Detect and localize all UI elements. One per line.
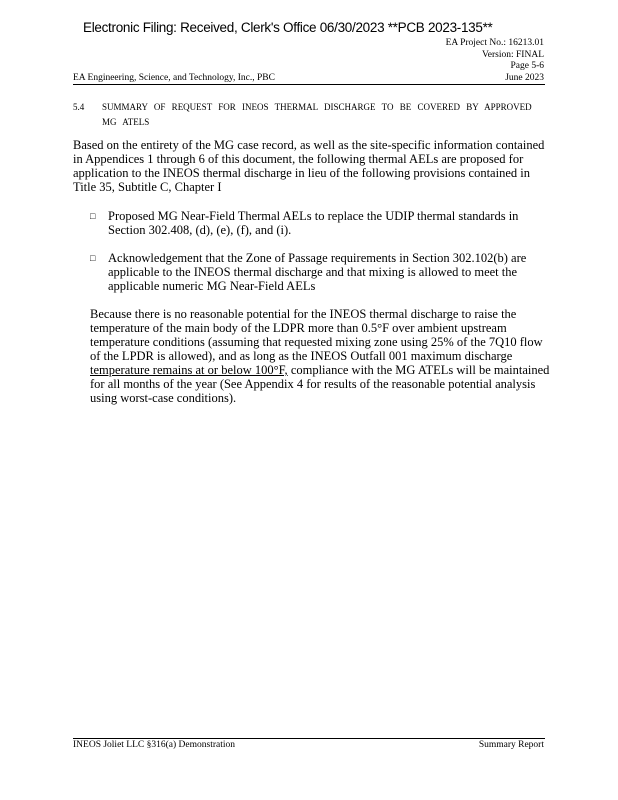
header-company: EA Engineering, Science, and Technology, Inc., PBC (73, 73, 275, 83)
compliance-text: Because there is no reasonable potential for the INEOS thermal discharge to raise the temperature of the main body of the LDPR more than 0.5°F over ambient upstream temperature conditions (assuming that requested mixing zone using 25% of the 7Q10 flow of the LPDR is allowed), and as long as the INEOS Outfall 001 maximum discharge (90, 307, 543, 363)
section-title: SUMMARY OF REQUEST FOR INEOS THERMAL DISCHARGE TO BE COVERED BY APPROVED MG ATELS (102, 102, 532, 127)
header-divider (73, 84, 545, 85)
filing-stamp: Electronic Filing: Received, Clerk's Office 06/30/2023 **PCB 2023-135** (83, 20, 493, 35)
compliance-text-rest: compliance with the MG ATELs will be maintained for all months of the year (See Appendix 4 for results of the reasonable potential analysis using worst-case conditions). (90, 363, 550, 405)
list-item-text: Proposed MG Near-Field Thermal AELs to replace the UDIP thermal standards in Section 302.408, (d), (e), (f), and (i). (108, 209, 519, 237)
footer-report-type: Summary Report (478, 740, 544, 750)
footer-document-title: INEOS Joliet LLC §316(a) Demonstration (73, 740, 236, 750)
version-label: Version: FINAL (481, 49, 544, 60)
footer-divider (73, 738, 545, 739)
report-date: June 2023 (505, 72, 544, 83)
header-project-info (446, 38, 544, 84)
page-number: Page 5-6 (510, 61, 544, 71)
list-item-text: Acknowledgement that the Zone of Passage requirements in Section 302.102(b) are applicable to the INEOS thermal discharge and that mixing is allowed to meet the applicable numeric MG Near-Field AELs (108, 251, 527, 293)
bullet-icon: □ (90, 211, 96, 221)
intro-paragraph: Based on the entirety of the MG case record, as well as the site-specific information contained in Appendices 1 through 6 of this document, the following thermal AELs are proposed for application to the INEOS thermal discharge in lieu of the following provisions contained in Title 35, Subtitle C, Chapter I (73, 138, 545, 194)
bullet-icon: □ (90, 253, 96, 263)
compliance-underlined-text: temperature remains at or below 100°F, (90, 363, 288, 377)
compliance-paragraph (90, 307, 552, 405)
project-number: EA Project No.: 16213.01 (445, 38, 544, 48)
section-number: 5.4 (73, 102, 85, 112)
